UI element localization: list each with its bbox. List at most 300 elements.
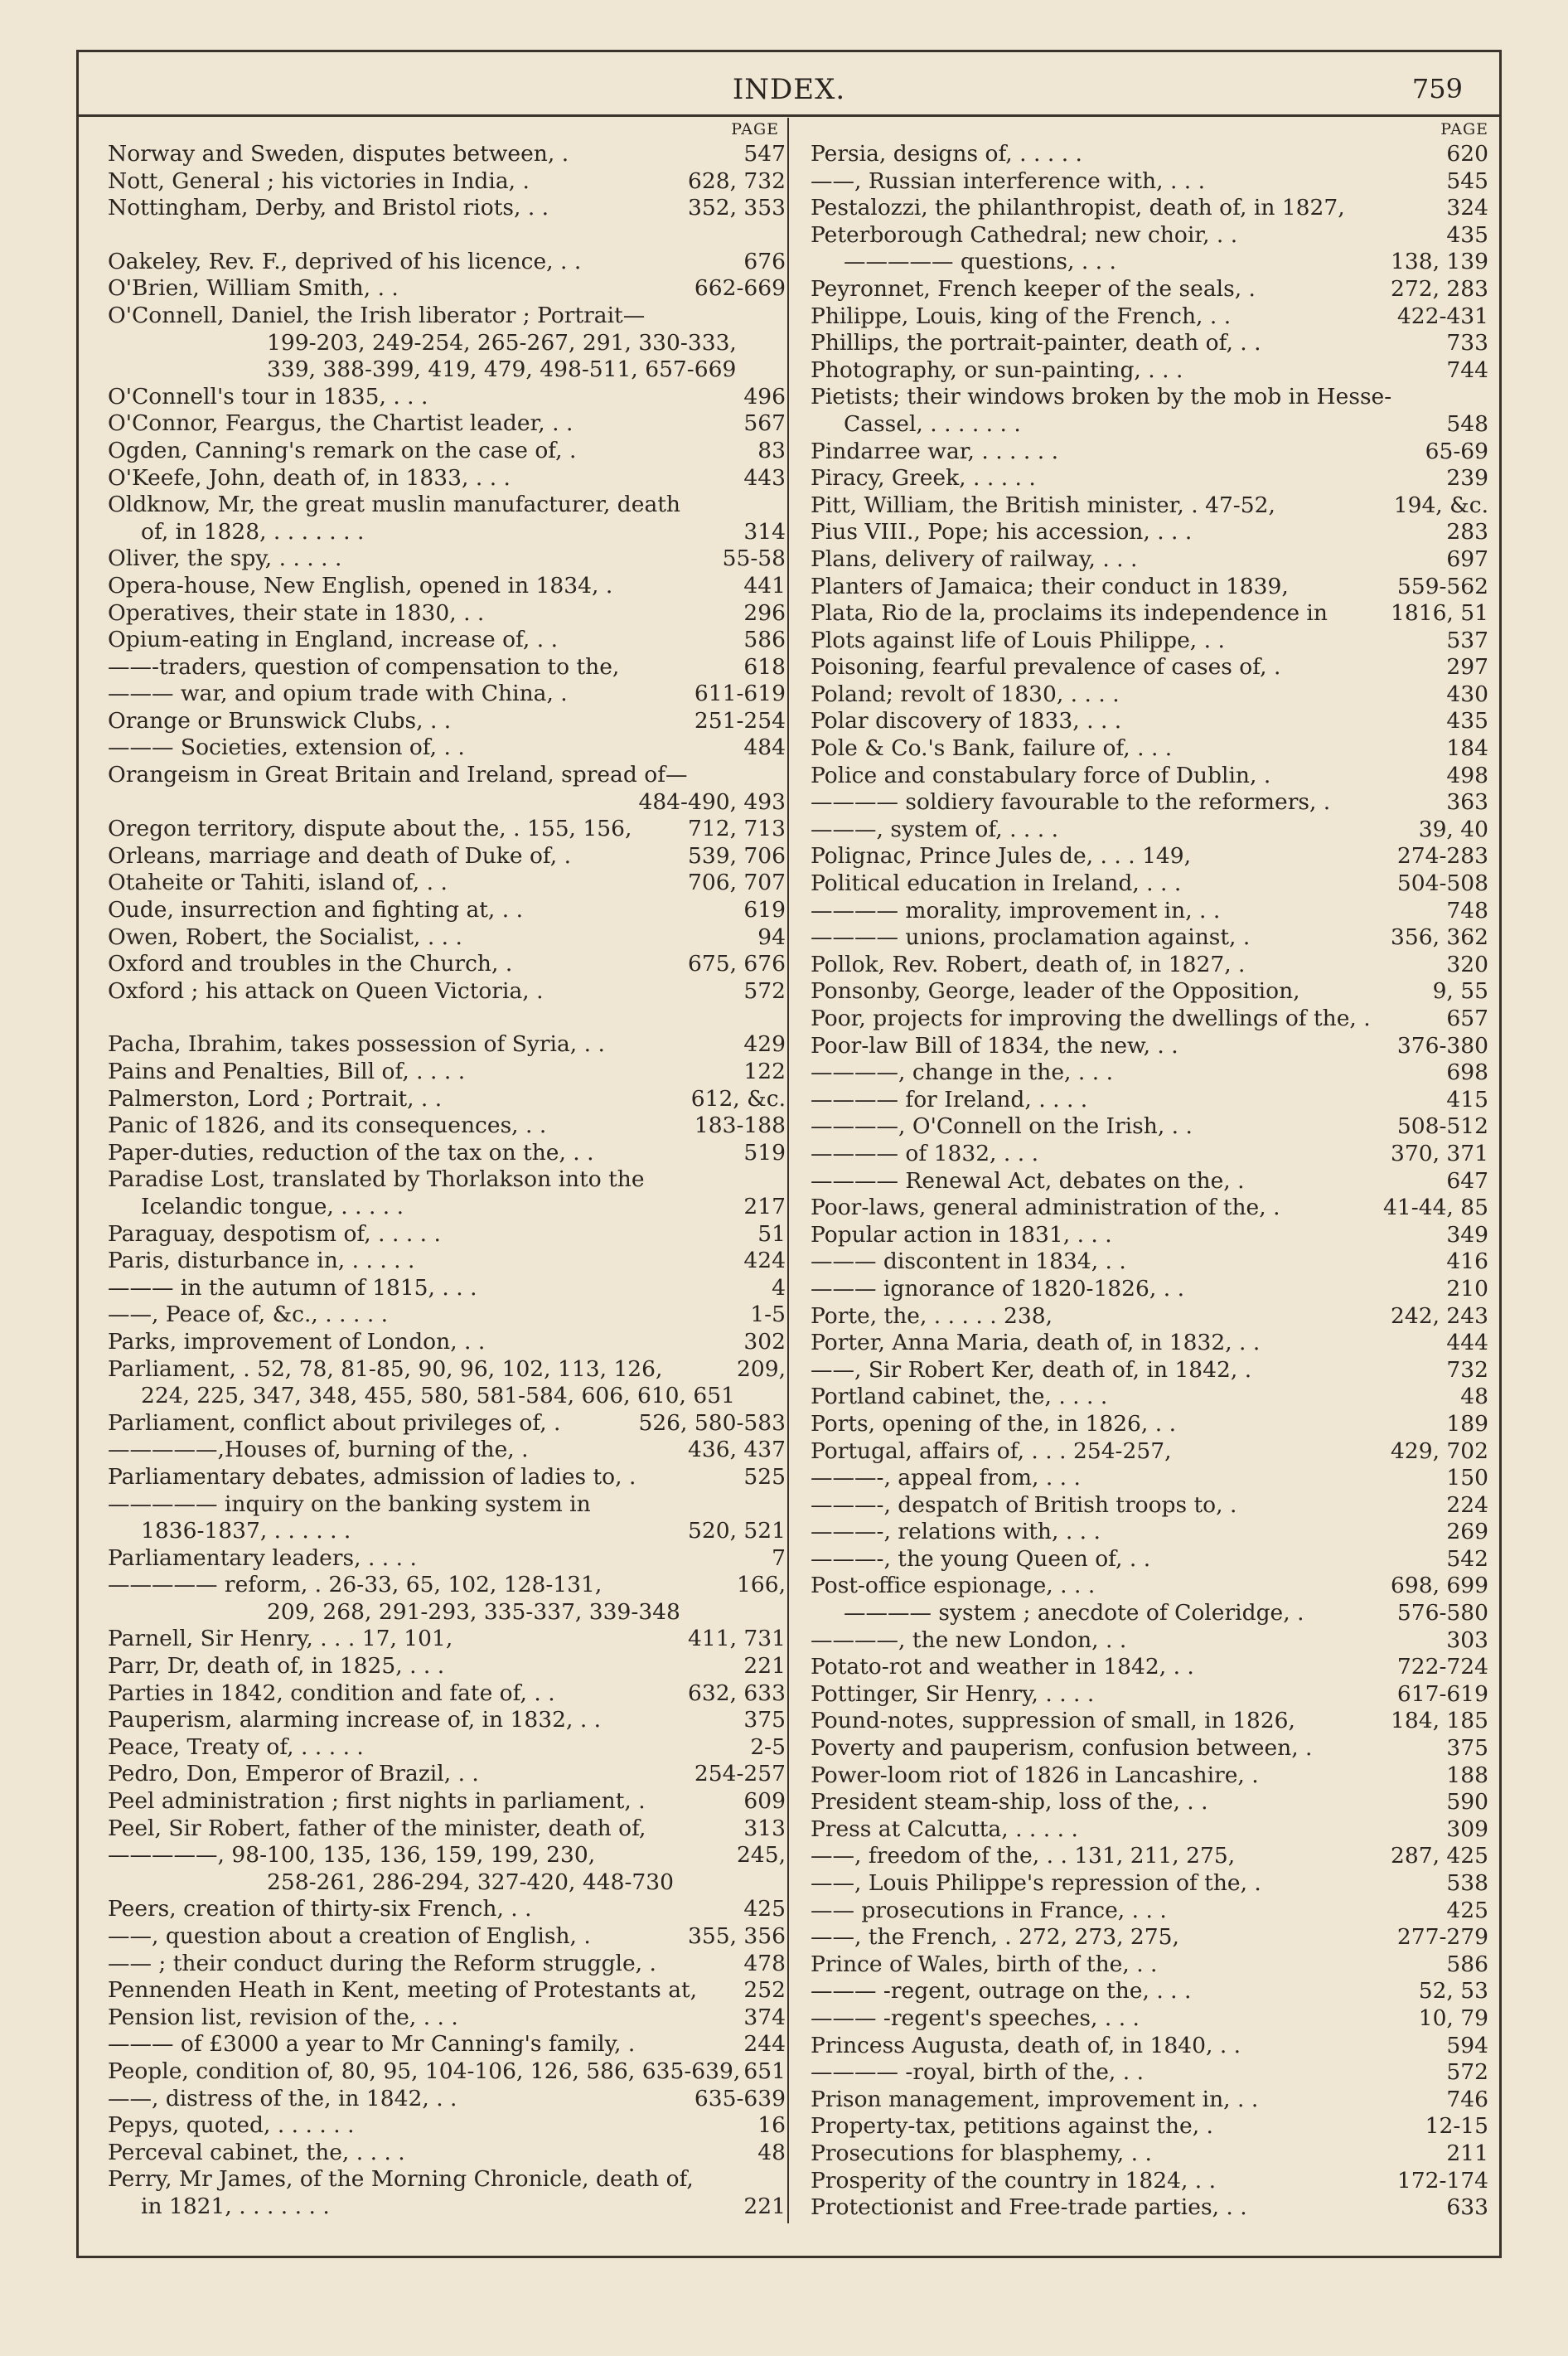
index-entry-text: Otaheite or Tahiti, island of, . . <box>108 870 448 896</box>
page-number: 759 <box>1411 73 1463 104</box>
index-entry <box>108 1166 786 1194</box>
index-entry-pages: 504-508 <box>1396 870 1488 897</box>
index-entry <box>811 303 1488 331</box>
index-entry-pages: 647 <box>1446 1167 1488 1194</box>
index-entry <box>811 411 1488 439</box>
index-entry <box>811 1654 1488 1681</box>
index-entry <box>108 1518 786 1545</box>
right-column <box>811 118 1488 2223</box>
index-entry-pages: 676 <box>743 248 786 274</box>
index-entry <box>108 1653 786 1680</box>
index-entry-pages: 194, &c. <box>1393 492 1488 518</box>
index-entry-pages: 314 <box>743 518 786 545</box>
index-entry <box>811 465 1488 492</box>
index-entry-text: Peers, creation of thirty-six French, . . <box>108 1896 532 1922</box>
index-entry <box>108 1329 786 1356</box>
page-column-label: PAGE <box>731 120 779 138</box>
index-entry-pages: 633 <box>1446 2194 1488 2221</box>
index-entry-pages: 309 <box>1446 1815 1488 1842</box>
index-entry <box>811 1492 1488 1520</box>
index-entry-pages: 320 <box>1446 951 1488 977</box>
index-entry-pages: 444 <box>1446 1330 1488 1356</box>
index-entry-pages: 254-257 <box>694 1761 786 1787</box>
index-entry-pages: 424 <box>743 1248 786 1274</box>
index-entry-text: Pollok, Rev. Robert, death of, in 1827, . <box>811 951 1246 977</box>
index-entry-text: Nott, General ; his victories in India, . <box>108 167 530 194</box>
index-entry-text: Pauperism, alarming increase of, in 1832, . . <box>108 1707 602 1733</box>
index-entry <box>811 1195 1488 1222</box>
index-entry <box>108 2112 786 2140</box>
index-entry-text: Prosperity of the country in 1824, . . <box>811 2167 1217 2194</box>
index-entry-pages: 612, &c. <box>690 1085 786 1112</box>
index-entry <box>108 2031 786 2058</box>
index-entry-text: ————— questions, . . . <box>844 249 1116 275</box>
index-entry <box>108 1464 786 1491</box>
index-entry-pages: 217 <box>743 1193 786 1219</box>
index-entry <box>108 1221 786 1248</box>
index-entry-pages: 415 <box>1446 1086 1488 1113</box>
index-entry <box>811 1519 1488 1546</box>
index-entry <box>811 1816 1488 1844</box>
index-entry-text: ———-, despatch of British troops to, . <box>811 1491 1237 1518</box>
index-entry-pages: 41-44, 85 <box>1383 1195 1488 1221</box>
index-entry-pages: 374 <box>743 2004 786 2030</box>
index-entry <box>108 2166 786 2194</box>
index-entry-text: ——— Societies, extension of, . . <box>108 734 465 761</box>
index-entry-text: ———— soldiery favourable to the reformers, . <box>811 789 1331 816</box>
index-entry-text: Phillips, the portrait-painter, death of, . . <box>811 330 1261 356</box>
index-entry <box>811 1411 1488 1438</box>
index-entry-text: ——-traders, question of compensation to the, <box>108 653 620 680</box>
index-entry <box>811 1438 1488 1466</box>
index-entry-pages: 547 <box>743 141 786 167</box>
index-entry-text: ———— unions, proclamation against, . <box>811 924 1251 951</box>
index-entry-text: ——, Peace of, &c., . . . . . <box>108 1302 389 1328</box>
index-entry <box>811 1789 1488 1816</box>
index-entry-text: ——, freedom of the, . . 131, 211, 275, <box>811 1843 1236 1869</box>
index-entry <box>811 222 1488 250</box>
index-entry-pages: 744 <box>1446 356 1488 383</box>
index-entry-pages: 355, 356 <box>687 1923 786 1949</box>
page-header <box>79 73 1499 109</box>
index-entry-pages: 370, 371 <box>1390 1140 1488 1166</box>
index-entry <box>811 924 1488 952</box>
index-entry <box>811 628 1488 655</box>
index-entry-text: Peace, Treaty of, . . . . . <box>108 1733 364 1760</box>
index-entry-text: O'Connell's tour in 1835, . . . <box>108 383 428 410</box>
index-entry-text: ———— -royal, birth of the, . . <box>811 2059 1145 2086</box>
index-entry <box>108 1248 786 1275</box>
index-entry <box>108 1031 786 1059</box>
index-entry-pages: 484 <box>743 734 786 761</box>
index-entry-text: Ports, opening of the, in 1826, . . <box>811 1410 1177 1437</box>
index-entry-text: Plots against life of Louis Philippe, . . <box>811 627 1225 653</box>
index-entry <box>811 519 1488 546</box>
index-entry <box>811 574 1488 601</box>
index-entry <box>811 2194 1488 2222</box>
index-entry-text: President steam-ship, loss of the, . . <box>811 1789 1208 1815</box>
index-entry-text: Philippe, Louis, king of the French, . . <box>811 303 1232 329</box>
index-entry <box>811 1978 1488 2005</box>
index-entry-pages: 122 <box>743 1059 786 1084</box>
index-entry-text: Peyronnet, French keeper of the seals, . <box>811 275 1256 302</box>
index-entry-pages: 252 <box>743 1977 786 2004</box>
index-entry-pages: 746 <box>1446 2086 1488 2112</box>
index-entry-pages: 617-619 <box>1396 1680 1488 1707</box>
index-entry-text: Plata, Rio de la, proclaims its independence in <box>811 600 1328 627</box>
index-entry-text: Operatives, their state in 1830, . . <box>108 599 485 626</box>
index-entry-text: Poisoning, fearful prevalence of cases of, . <box>811 654 1281 681</box>
index-entry-text: Parr, Dr, death of, in 1825, . . . <box>108 1653 445 1680</box>
index-entry <box>811 1708 1488 1735</box>
index-entry-pages: 356, 362 <box>1390 924 1488 951</box>
index-entry-pages: 172-174 <box>1396 2167 1488 2194</box>
index-entry-text: Perry, Mr James, of the Morning Chronicle, death of, <box>108 2166 694 2193</box>
index-entry <box>811 1465 1488 1492</box>
index-entry-text: Protectionist and Free-trade parties, . . <box>811 2194 1247 2221</box>
index-entry-text: Nottingham, Derby, and Bristol riots, . . <box>108 195 549 221</box>
index-entry <box>108 356 786 384</box>
index-entry-pages: 435 <box>1446 708 1488 734</box>
index-entry-pages: 425 <box>743 1896 786 1922</box>
index-entry-text: Norway and Sweden, disputes between, . <box>108 141 569 167</box>
index-entry-text: Icelandic tongue, . . . . . <box>141 1193 404 1219</box>
index-entry-text: Polar discovery of 1833, . . . <box>811 708 1122 734</box>
index-entry <box>811 1330 1488 1357</box>
index-entry <box>108 2005 786 2032</box>
index-entry <box>811 1924 1488 1951</box>
index-entry <box>108 1599 786 1626</box>
index-entry-text: Prison management, improvement in, . . <box>811 2086 1259 2112</box>
index-entry <box>108 1626 786 1653</box>
index-entry-text: Political education in Ireland, . . . <box>811 870 1182 897</box>
index-entry-text: Parliamentary debates, admission of ladies to, . <box>108 1463 636 1490</box>
index-entry <box>108 1572 786 1599</box>
index-entry-pages: 251-254 <box>694 707 786 734</box>
index-entry-pages: 51 <box>757 1220 786 1247</box>
index-entry <box>811 2113 1488 2140</box>
index-entry-text: ————, the new London, . . <box>811 1626 1127 1653</box>
index-entry-pages: 277-279 <box>1396 1924 1488 1951</box>
index-entry <box>108 951 786 978</box>
index-entry-pages: 274-283 <box>1396 843 1488 870</box>
index-entry-text: ————— inquiry on the banking system in <box>108 1491 591 1517</box>
index-entry-text: ———, system of, . . . . <box>811 816 1059 842</box>
index-entry-text: 224, 225, 347, 348, 455, 580, 581-584, 606, 610, 651 <box>141 1383 735 1409</box>
index-entry-text: ————, O'Connell on the Irish, . . <box>811 1113 1193 1140</box>
index-entry <box>811 1087 1488 1114</box>
index-entry-text: Plans, delivery of railway, . . . <box>811 545 1138 572</box>
index-entry-text: Parties in 1842, condition and fate of, . . <box>108 1680 555 1706</box>
index-entry-pages: 303 <box>1446 1626 1488 1653</box>
index-entry <box>108 330 786 357</box>
index-entry-pages: 12-15 <box>1425 2113 1488 2140</box>
index-entry <box>811 870 1488 898</box>
index-entry <box>108 438 786 465</box>
index-entry-text: Perceval cabinet, the, . . . . <box>108 2139 405 2165</box>
index-entry <box>108 654 786 681</box>
index-entry-pages: 572 <box>743 977 786 1004</box>
index-entry-text: Parks, improvement of London, . . <box>108 1328 486 1355</box>
index-entry-pages: 748 <box>1446 897 1488 923</box>
index-entry-pages: 542 <box>1446 1545 1488 1572</box>
index-entry-text: Peel, Sir Robert, father of the minister, death of, <box>108 1815 646 1841</box>
index-entry-text: 339, 388-399, 419, 479, 498-511, 657-669 <box>267 356 737 383</box>
index-entry-text: Oxford ; his attack on Queen Victoria, . <box>108 977 544 1004</box>
index-entry-pages: 567 <box>743 410 786 437</box>
index-entry-pages: 519 <box>743 1139 786 1166</box>
index-entry <box>108 600 786 628</box>
index-entry <box>108 1140 786 1167</box>
index-entry-pages: 2-5 <box>750 1733 786 1760</box>
index-entry <box>811 2005 1488 2033</box>
index-entry-text: Paraguay, despotism of, . . . . . <box>108 1220 441 1247</box>
index-entry-pages: 697 <box>1446 545 1488 572</box>
index-entry-text: Post-office espionage, . . . <box>811 1573 1096 1599</box>
index-entry <box>811 681 1488 709</box>
index-entry-pages: 706, 707 <box>687 870 786 896</box>
index-entry <box>811 898 1488 925</box>
index-entry <box>108 2194 786 2221</box>
index-entry-pages: 618 <box>743 653 786 680</box>
column-divider <box>787 118 789 2223</box>
index-entry <box>811 1843 1488 1870</box>
index-entry-text: 258-261, 286-294, 327-420, 448-730 <box>267 1869 675 1895</box>
index-entry <box>811 384 1488 411</box>
index-entry <box>811 600 1488 628</box>
index-entry <box>108 303 786 330</box>
index-entry-pages: 209, <box>736 1355 786 1382</box>
index-entry-pages: 722-724 <box>1396 1654 1488 1680</box>
index-entry-text: O'Keefe, John, death of, in 1833, . . . <box>108 464 511 491</box>
index-entry-pages: 635-639 <box>694 2085 786 2111</box>
index-entry-pages: 496 <box>743 383 786 410</box>
index-entry-text: ——, question about a creation of English, . <box>108 1923 591 1949</box>
index-entry-text: Opera-house, New English, opened in 1834, . <box>108 572 613 599</box>
index-entry-text: Oxford and troubles in the Church, . <box>108 951 513 977</box>
index-entry-text: ——— discontent in 1834, . . <box>811 1248 1126 1275</box>
index-entry <box>811 439 1488 466</box>
index-entry-pages: 221 <box>743 1653 786 1680</box>
index-entry-pages: 242, 243 <box>1390 1302 1488 1329</box>
index-entry-text: ————— reform, . 26-33, 65, 102, 128-131, <box>108 1572 603 1598</box>
index-entry-pages: 10, 79 <box>1418 2005 1488 2031</box>
index-entry-pages: 443 <box>743 464 786 491</box>
index-entry <box>811 249 1488 276</box>
index-entry-text: Persia, designs of, . . . . . <box>811 141 1082 167</box>
index-entry-pages: 590 <box>1446 1789 1488 1815</box>
index-entry-pages: 698 <box>1446 1059 1488 1086</box>
index-entry <box>108 978 786 1006</box>
index-entry-pages: 184 <box>1446 735 1488 762</box>
index-entry-pages: 211 <box>1446 2140 1488 2166</box>
index-entry <box>108 1302 786 1329</box>
index-entry-text: Orleans, marriage and death of Duke of, . <box>108 842 572 869</box>
index-entry-pages: 7 <box>772 1544 786 1571</box>
index-entry <box>108 681 786 708</box>
index-entry-pages: 651 <box>743 2058 786 2084</box>
index-entry <box>811 168 1488 196</box>
index-entry <box>811 1141 1488 1168</box>
index-entry <box>811 1168 1488 1195</box>
index-entry <box>811 1113 1488 1141</box>
index-entry-text: Oakeley, Rev. F., deprived of his licence, . . <box>108 248 582 274</box>
index-entry-text: ——, distress of the, in 1842, . . <box>108 2085 457 2111</box>
index-entry-text: —— prosecutions in France, . . . <box>811 1897 1167 1923</box>
index-entry-text: Parliament, . 52, 78, 81-85, 90, 96, 102, 113, 126, <box>108 1355 663 1382</box>
index-entry <box>811 1870 1488 1898</box>
index-entry <box>108 1707 786 1734</box>
index-entry-text: 1836-1837, . . . . . . <box>141 1518 351 1544</box>
index-entry-pages: 425 <box>1446 1897 1488 1923</box>
index-entry <box>108 708 786 735</box>
index-entry <box>811 1735 1488 1762</box>
index-entry <box>108 1545 786 1573</box>
index-entry-text: Orange or Brunswick Clubs, . . <box>108 707 452 734</box>
index-entry-text: Ponsonby, George, leader of the Opposition, <box>811 978 1300 1005</box>
index-entry-text: in 1821, . . . . . . . <box>141 2193 330 2219</box>
index-entry <box>811 1627 1488 1655</box>
index-entry-pages: 48 <box>757 2139 786 2165</box>
index-entry <box>811 2168 1488 2195</box>
index-entry-text: ———— system ; anecdote of Coleridge, . <box>844 1600 1304 1626</box>
index-entry <box>108 1437 786 1464</box>
index-entry-text: Portugal, affairs of, . . . 254-257, <box>811 1437 1172 1464</box>
index-entry-pages: 9, 55 <box>1432 978 1488 1005</box>
index-entry-text: Portland cabinet, the, . . . . <box>811 1384 1108 1410</box>
index-entry-text: Prosecutions for blasphemy, . . <box>811 2140 1152 2166</box>
index-entry <box>811 2087 1488 2114</box>
index-entry-text: Pitt, William, the British minister, . 47-52, <box>811 492 1275 518</box>
index-entry-text: Opium-eating in England, increase of, . . <box>108 627 559 653</box>
index-entry <box>811 789 1488 817</box>
index-entry-pages: 436, 437 <box>687 1437 786 1463</box>
index-entry-text: of, in 1828, . . . . . . . <box>141 518 365 545</box>
index-entry-pages: 628, 732 <box>687 167 786 194</box>
index-entry <box>108 843 786 870</box>
index-entry-pages: 4 <box>772 1274 786 1301</box>
index-entry-pages: 429 <box>743 1031 786 1058</box>
index-entry <box>108 519 786 546</box>
index-entry-text: Potato-rot and weather in 1842, . . <box>811 1654 1194 1680</box>
index-entry <box>108 545 786 573</box>
index-entry-text: ——, Russian interference with, . . . <box>811 167 1206 194</box>
index-entry <box>811 195 1488 222</box>
index-entry <box>811 1573 1488 1600</box>
index-entry-pages: 39, 40 <box>1418 816 1488 842</box>
index-entry <box>811 276 1488 303</box>
index-entry-pages: 349 <box>1446 1221 1488 1248</box>
index-entry-text: ——— war, and opium trade with China, . <box>108 681 568 707</box>
index-entry <box>108 1356 786 1384</box>
index-entry-text: —————, 98-100, 135, 136, 159, 199, 230, <box>108 1842 596 1869</box>
index-entry-pages: 733 <box>1446 330 1488 356</box>
index-entry <box>108 410 786 438</box>
index-entry <box>811 654 1488 681</box>
index-entry-text: ———-, the young Queen of, . . <box>811 1545 1151 1572</box>
index-entry <box>108 168 786 196</box>
index-entry <box>811 1248 1488 1276</box>
left-column <box>108 118 786 2223</box>
index-entry-pages: 548 <box>1446 410 1488 437</box>
index-entry-text: Piracy, Greek, . . . . . <box>811 465 1036 492</box>
index-entry <box>108 1275 786 1302</box>
index-entry-pages: 65-69 <box>1425 438 1488 464</box>
index-entry-pages: 83 <box>757 437 786 463</box>
index-entry-text: Pains and Penalties, Bill of, . . . . <box>108 1059 466 1084</box>
index-entry <box>811 141 1488 168</box>
index-entry-text: Popular action in 1831, . . . <box>811 1221 1112 1248</box>
index-entry-text: Planters of Jamaica; their conduct in 1839, <box>811 573 1289 599</box>
index-entry-text: Oliver, the spy, . . . . . <box>108 545 342 572</box>
index-entry-text: O'Brien, William Smith, . . <box>108 275 399 302</box>
index-entry <box>811 2140 1488 2168</box>
index-entry-text: Oregon territory, dispute about the, . 155, 156, <box>108 816 632 842</box>
index-entry-text: People, condition of, 80, 95, 104-106, 126, 586, 635-639, <box>108 2058 741 2084</box>
index-entry-text: Panic of 1826, and its consequences, . . <box>108 1113 547 1139</box>
index-entry <box>108 1788 786 1815</box>
index-entry-pages: 1-5 <box>750 1302 786 1328</box>
index-entry-pages: 619 <box>743 897 786 923</box>
index-entry-pages: 352, 353 <box>687 195 786 221</box>
index-entry-text: Palmerston, Lord ; Portrait, . . <box>108 1085 443 1112</box>
index-entry-text: Press at Calcutta, . . . . . <box>811 1815 1078 1842</box>
index-entry-text: Peterborough Cathedral; new choir, . . <box>811 221 1238 248</box>
index-entry-pages: 538 <box>1446 1870 1488 1896</box>
index-entry <box>811 1384 1488 1411</box>
index-entry <box>108 195 786 222</box>
index-entry-text: ———— Renewal Act, debates on the, . <box>811 1167 1245 1194</box>
index-entry-text: Pound-notes, suppression of small, in 1826, <box>811 1708 1295 1734</box>
index-entry-text: Owen, Robert, the Socialist, . . . <box>108 923 462 950</box>
index-entry-text: Parliamentary leaders, . . . . <box>108 1544 417 1571</box>
index-entry-text: Poland; revolt of 1830, . . . . <box>811 681 1120 707</box>
index-entry <box>811 1762 1488 1790</box>
index-entry-pages: 221 <box>743 2193 786 2219</box>
index-entry <box>811 546 1488 574</box>
index-entry-pages: 572 <box>1446 2059 1488 2086</box>
index-entry-text: ———— of 1832, . . . <box>811 1140 1039 1166</box>
index-entry-text: Orangeism in Great Britain and Ireland, spread of— <box>108 762 688 788</box>
index-entry-text: —— ; their conduct during the Reform struggle, . <box>108 1950 656 1976</box>
index-entry-pages: 594 <box>1446 2032 1488 2058</box>
index-entry-pages: 435 <box>1446 221 1488 248</box>
index-entry <box>108 384 786 411</box>
index-entry <box>811 1546 1488 1573</box>
index-entry-pages: 376-380 <box>1396 1032 1488 1059</box>
index-entry-pages: 296 <box>743 599 786 626</box>
index-entry-text: Pennenden Heath in Kent, meeting of Protestants at, <box>108 1977 698 2004</box>
index-entry-text: Power-loom riot of 1826 in Lancashire, . <box>811 1762 1259 1788</box>
index-entry-pages: 662-669 <box>694 275 786 302</box>
index-entry <box>108 1815 786 1843</box>
header-rule <box>79 114 1499 117</box>
index-entry-pages: 244 <box>743 2031 786 2058</box>
index-entry <box>811 952 1488 979</box>
index-entry-pages: 537 <box>1446 627 1488 653</box>
index-entry-pages: 657 <box>1446 1006 1488 1031</box>
index-entry-pages: 48 <box>1460 1384 1488 1410</box>
index-entry <box>108 1923 786 1951</box>
index-entry <box>811 1600 1488 1627</box>
index-entry-text: Pottinger, Sir Henry, . . . . <box>811 1680 1095 1707</box>
index-entry-text: ——— -regent's speeches, . . . <box>811 2005 1140 2031</box>
index-entry-pages: 429, 702 <box>1390 1437 1488 1464</box>
index-entry <box>108 2086 786 2113</box>
index-entry-text: Police and constabulary force of Dublin, . <box>811 762 1271 788</box>
index-entry-pages: 302 <box>743 1328 786 1355</box>
index-entry-pages: 675, 676 <box>687 951 786 977</box>
